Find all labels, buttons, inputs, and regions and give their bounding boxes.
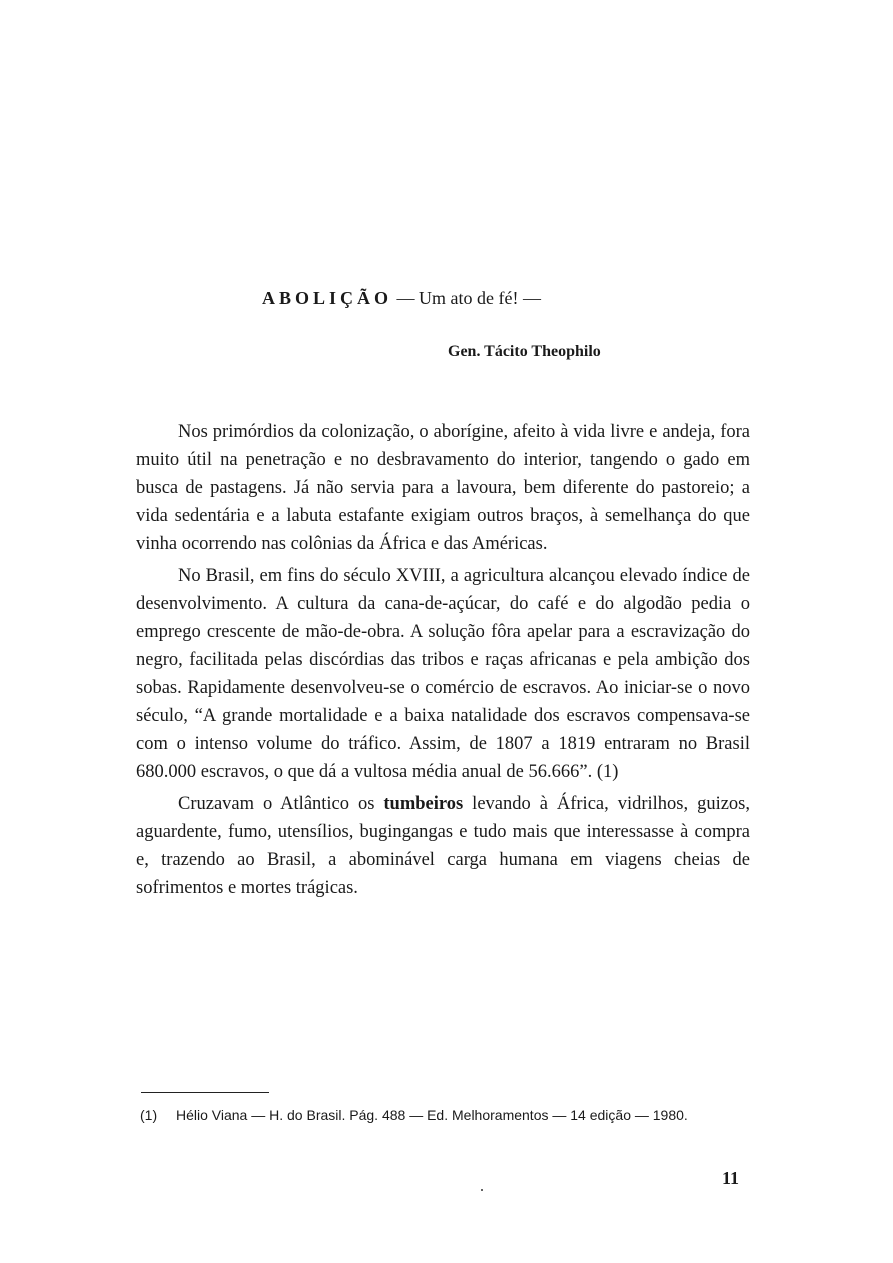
title-main: ABOLIÇÃO <box>262 288 393 308</box>
title-subtitle: — Um ato de fé! — <box>396 288 541 308</box>
paragraph-3 <box>136 790 750 902</box>
footnote-divider <box>141 1092 269 1093</box>
body-text <box>136 418 750 902</box>
footnote <box>140 1106 752 1124</box>
footnote-marker: (1) <box>140 1107 158 1123</box>
page-number: 11 <box>722 1168 740 1188</box>
scan-speck <box>481 1189 483 1191</box>
paragraph-1: Nos primórdios da colonização, o aborígine, afeito à vida livre e andeja, fora muito útil na penetração e no desbravamento do interior, tangendo o gado em busca de pastagens. Já não servia para a lavoura, bem diferente do pastoreio; a vida sedentária e a labuta estafante exigiam outros braços, à semelhança do que vinha ocorrendo nas colônias da África e das Américas. <box>136 422 750 554</box>
footnote-text: Hélio Viana — H. do Brasil. Pág. 488 — Ed. Melhoramentos — 14 edição — 1980. <box>176 1107 688 1123</box>
author-name: Gen. Tácito Theophilo <box>448 343 601 360</box>
paragraph-2: No Brasil, em fins do século XVIII, a agricultura alcançou elevado índice de desenvolvimento. A cultura da cana-de-açúcar, do café e do algodão pedia o emprego crescente de mão-de-obra. A solução fôra apelar para a escravização do negro, facilitada pelas discórdias das tribos e raças africanas e pela ambição dos sobas. Rapidamente desenvolveu-se o comércio de escravos. Ao iniciar-se o novo século, “A grande mortalidade e a baixa natalidade dos escravos compensava-se com o intenso volume do tráfico. Assim, de 1807 a 1819 entraram no Brasil 680.000 escravos, o que dá a vultosa média anual de 56.666”. (1) <box>136 566 750 782</box>
paragraph-3-after: levando à África, vidrilhos, guizos, aguardente, fumo, utensílios, bugingangas e tudo mais que interessasse à compra e, trazendo ao Brasil, a abominável carga humana em viagens cheias de sofrimentos e mortes trágicas. <box>136 794 750 898</box>
paragraph-3-bold-term: tumbeiros <box>383 794 464 814</box>
chapter-title <box>262 288 541 309</box>
paragraph-3-before: Cruzavam o Atlântico os <box>178 794 384 814</box>
